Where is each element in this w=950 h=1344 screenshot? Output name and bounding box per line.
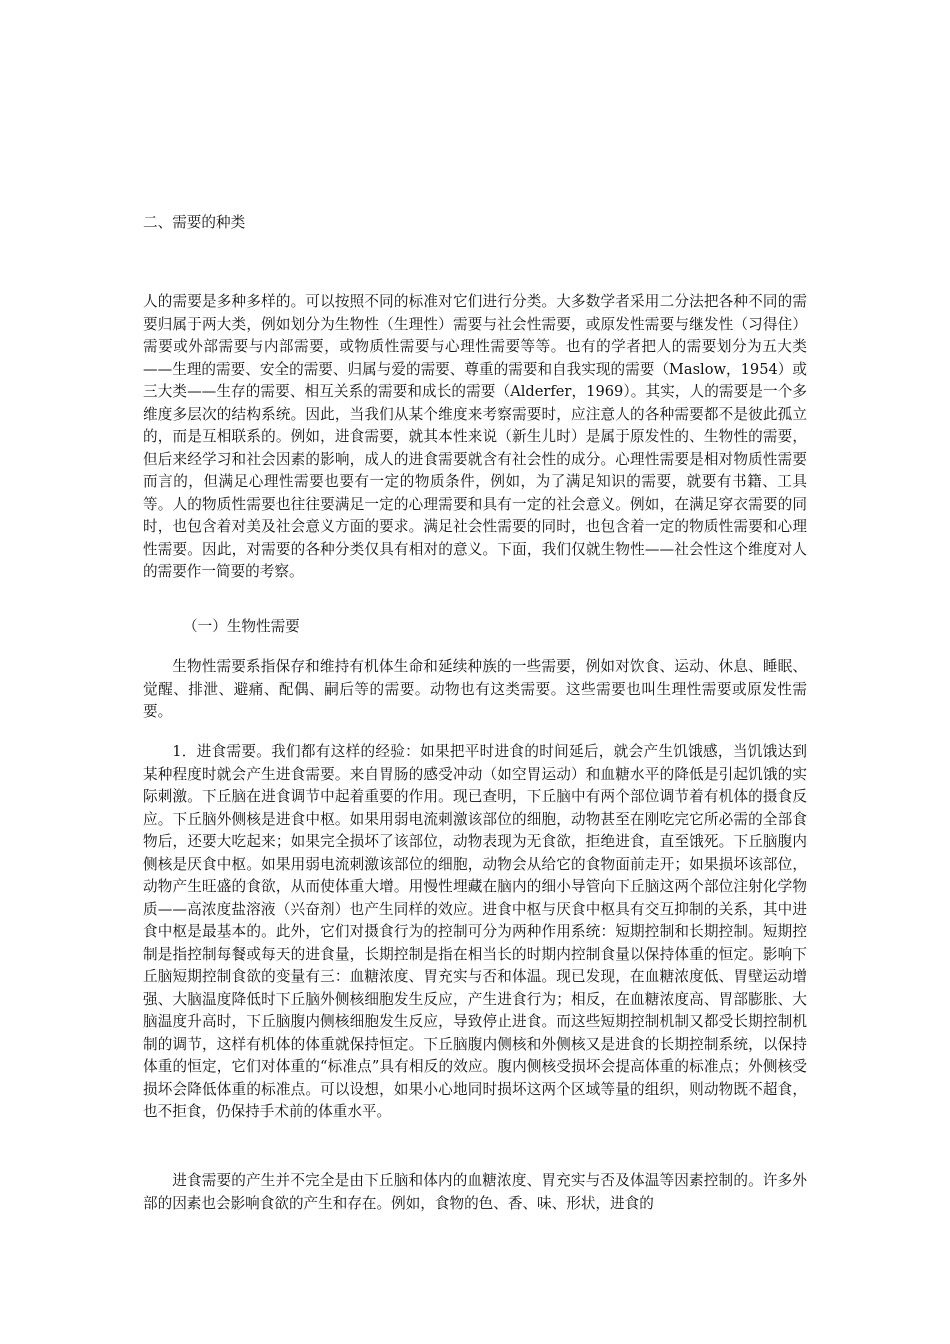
closing-paragraph: 进食需要的产生并不完全是由下丘脑和体内的血糖浓度、胃充实与否及体温等因素控制的。许多外部的因素也会影响食欲的产生和存在。例如，食物的色、香、味、形状，进食的 — [143, 1172, 807, 1212]
eating-needs-paragraph: 1．进食需要。我们都有这样的经验：如果把平时进食的时间延后，就会产生饥饿感，当饥饿达到某种程度时就会产生进食需要。来自胃肠的感受冲动（如空胃运动）和血糖水平的降低是引起饥饿的实际刺激。下丘脑在进食调节中起着重要的作用。现已查明，下丘脑中有两个部位调节着有机体的摄食反应。下丘脑外侧核是进食中枢。如果用弱电流刺激该部位的细胞，动物甚至在刚吃完它所必需的全部食物后，还要大吃起来；如果完全损坏了该部位，动物表现为无食欲，拒绝进食，直至饿死。下丘脑腹内侧核是厌食中枢。如果用弱电流刺激该部位的细胞，动物会从给它的食物面前走开；如果损坏该部位，动物产生旺盛的食欲，从而使体重大增。用慢性埋藏在脑内的细小导管向下丘脑这两个部位注射化学物质——高浓度盐溶液（兴奋剂）也产生同样的效应。进食中枢与厌食中枢具有交互抑制的关系，其中进食中枢是最基本的。此外，它们对摄食行为的控制可分为两种作用系统：短期控制和长期控制。短期控制是指控制每餐或每天的进食量，长期控制是指在相当长的时期内控制食量以保持体重的恒定。影响下丘脑短期控制食欲的变量有三：血糖浓度、胃充实与否和体温。现已发现，在血糖浓度低、胃壁运动增强、大脑温度降低时下丘脑外侧核细胞发生反应，产生进食行为；相反，在血糖浓度高、胃部膨胀、大脑温度升高时，下丘脑腹内侧核细胞发生反应，导致停止进食。而这些短期控制机制又都受长期控制机制的调节，这样有机体的体重就保持恒定。下丘脑腹内侧核和外侧核又是进食的长期控制系统，以保持体重的恒定，它们对体重的“标准点”具有相反的效应。腹内侧核受损坏会提高体重的标准点；外侧核受损坏会降低体重的标准点。可以设想，如果小心地同时损坏这两个区域等量的组织，则动物既不超食，也不拒食，仍保持手术前的体重水平。 — [143, 743, 807, 1120]
intro-paragraph: 人的需要是多种多样的。可以按照不同的标准对它们进行分类。大多数学者采用二分法把各种不同的需要归属于两大类，例如划分为生物性（生理性）需要与社会性需要，或原发性需要与继发性（习得住）需要或外部需要与内部需要，或物质性需要与心理性需要等等。也有的学者把人的需要划分为五大类——生理的需要、安全的需要、归属与爱的需要、尊重的需要和自我实现的需要（Maslow，1954）或三大类——生存的需要、相互关系的需要和成长的需要（Alderfer，1969）。其实，人的需要是一个多维度多层次的结构系统。因此，当我们从某个维度来考察需要时，应注意人的各种需要都不是彼此孤立的，而是互相联系的。例如，进食需要，就其本性来说（新生儿时）是属于原发性的、生物性的需要，但后来经学习和社会因素的影响，成人的进食需要就含有社会性的成分。心理性需要是相对物质性需要而言的，但满足心理性需要也要有一定的物质条件，例如，为了满足知识的需要，就要有书籍、工具等。人的物质性需要也往往要满足一定的心理需要和具有一定的社会意义。例如，在满足穿衣需要的同时，也包含着对美及社会意义方面的要求。满足社会性需要的同时，也包含着一定的物质性需要和心理性需要。因此，对需要的各种分类仅具有相对的意义。下面，我们仅就生物性——社会性这个维度对人的需要作一简要的考察。 — [143, 293, 807, 580]
bio-needs-paragraph: 生物性需要系指保存和维持有机体生命和延续种族的一些需要，例如对饮食、运动、休息、睡眠、觉醒、排泄、避痛、配偶、嗣后等的需要。动物也有这类需要。这些需要也叫生理性需要或原发性需要。 — [143, 658, 807, 720]
subsection-heading: （一）生物性需要 — [183, 618, 300, 635]
section-heading: 二、需要的种类 — [143, 214, 246, 231]
